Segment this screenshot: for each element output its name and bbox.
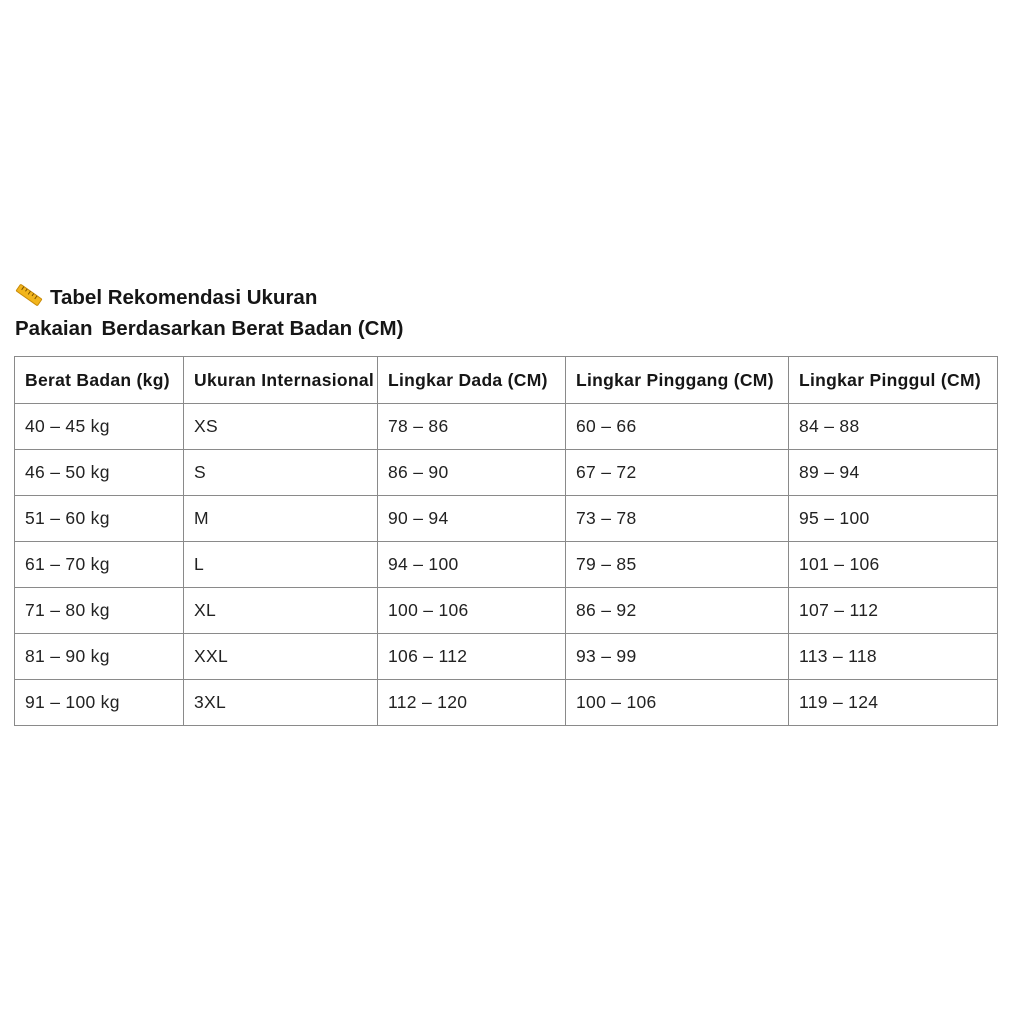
cell-size: L (184, 542, 378, 588)
cell-size: XS (184, 404, 378, 450)
cell-size: S (184, 450, 378, 496)
cell-weight: 91 – 100 kg (15, 680, 184, 726)
cell-chest: 100 – 106 (378, 588, 566, 634)
cell-chest: 106 – 112 (378, 634, 566, 680)
cell-hip: 107 – 112 (789, 588, 998, 634)
cell-hip: 101 – 106 (789, 542, 998, 588)
cell-hip: 113 – 118 (789, 634, 998, 680)
table-row (15, 542, 998, 588)
table-row (15, 496, 998, 542)
cell-size: XXL (184, 634, 378, 680)
cell-chest: 78 – 86 (378, 404, 566, 450)
cell-waist: 73 – 78 (566, 496, 789, 542)
title-line-2 (15, 314, 615, 343)
cell-hip: 119 – 124 (789, 680, 998, 726)
cell-waist: 100 – 106 (566, 680, 789, 726)
header-intl-size: Ukuran Internasional (184, 357, 378, 404)
cell-hip: 95 – 100 (789, 496, 998, 542)
cell-size: M (184, 496, 378, 542)
cell-hip: 84 – 88 (789, 404, 998, 450)
cell-size: XL (184, 588, 378, 634)
table-row (15, 588, 998, 634)
cell-weight: 51 – 60 kg (15, 496, 184, 542)
cell-chest: 86 – 90 (378, 450, 566, 496)
cell-waist: 60 – 66 (566, 404, 789, 450)
cell-weight: 40 – 45 kg (15, 404, 184, 450)
table-row (15, 680, 998, 726)
cell-waist: 93 – 99 (566, 634, 789, 680)
title-text-2b: Berdasarkan Berat Badan (CM) (101, 317, 404, 340)
header-waist: Lingkar Pinggang (CM) (566, 357, 789, 404)
title-text-1: Tabel Rekomendasi Ukuran (50, 286, 318, 309)
header-hip: Lingkar Pinggul (CM) (789, 357, 998, 404)
title-line-1 (15, 283, 615, 314)
cell-waist: 79 – 85 (566, 542, 789, 588)
header-chest: Lingkar Dada (CM) (378, 357, 566, 404)
cell-chest: 112 – 120 (378, 680, 566, 726)
table-header-row (15, 357, 998, 404)
cell-waist: 86 – 92 (566, 588, 789, 634)
cell-weight: 61 – 70 kg (15, 542, 184, 588)
table-row (15, 450, 998, 496)
title-text-2a: Pakaian (15, 317, 93, 340)
table-title (15, 283, 615, 343)
cell-weight: 81 – 90 kg (15, 634, 184, 680)
size-table (14, 356, 998, 726)
cell-chest: 90 – 94 (378, 496, 566, 542)
cell-waist: 67 – 72 (566, 450, 789, 496)
cell-size: 3XL (184, 680, 378, 726)
table-row (15, 404, 998, 450)
header-weight: Berat Badan (kg) (15, 357, 184, 404)
table-row (15, 634, 998, 680)
ruler-icon (15, 284, 43, 314)
cell-hip: 89 – 94 (789, 450, 998, 496)
cell-chest: 94 – 100 (378, 542, 566, 588)
cell-weight: 71 – 80 kg (15, 588, 184, 634)
cell-weight: 46 – 50 kg (15, 450, 184, 496)
